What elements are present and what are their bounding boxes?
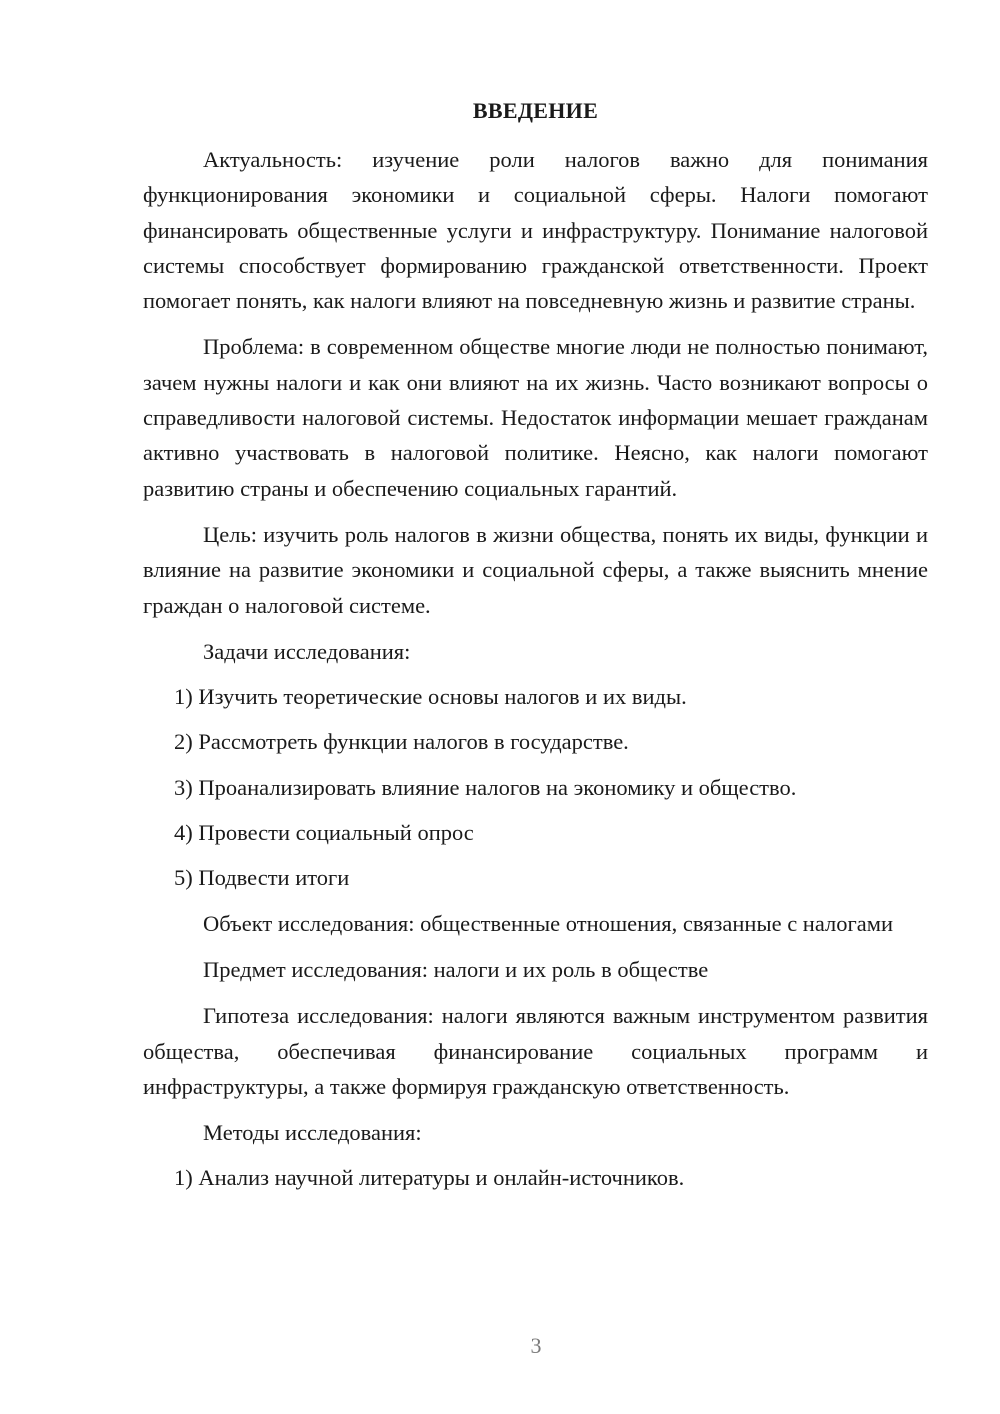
problem-paragraph: Проблема: в современном обществе многие люди не полностью понимают, зачем нужны налоги и как они влияют на их жизнь. Часто возникают вопросы о справедливости налоговой системы. Недостаток информации мешает гражданам активно участвовать в налоговой политике. Неясно, как налоги помогают развитию страны и обеспечению социальных гарантий.: [143, 334, 928, 501]
subject-paragraph: Предмет исследования: налоги и их роль в обществе: [203, 956, 709, 982]
page-title: ВВЕДЕНИЕ: [472, 98, 599, 123]
document-page: [143, 96, 928, 1206]
tasks-heading: Задачи исследования:: [203, 638, 411, 664]
method-item-1: 1) Анализ научной литературы и онлайн-источников.: [174, 1165, 685, 1191]
task-item-3: 3) Проанализировать влияние налогов на экономику и общество.: [174, 774, 797, 800]
page-number: 3: [530, 1333, 542, 1358]
task-item-1: 1) Изучить теоретические основы налогов и их виды.: [174, 684, 687, 710]
object-paragraph: Объект исследования: общественные отношения, связанные с налогами: [203, 910, 894, 936]
relevance-paragraph: Актуальность: изучение роли налогов важно для понимания функционирования экономики и социальной сферы. Налоги помогают финансировать общественные услуги и инфраструктуру. Понимание налоговой системы способствует формированию гражданской ответственности. Проект помогает понять, как налоги влияют на повседневную жизнь и развитие страны.: [143, 147, 928, 314]
goal-paragraph: Цель: изучить роль налогов в жизни общества, понять их виды, функции и влияние на развитие экономики и социальной сферы, а также выяснить мнение граждан о налоговой системе.: [143, 521, 928, 618]
task-item-4: 4) Провести социальный опрос: [174, 820, 474, 846]
methods-heading: Методы исследования:: [203, 1120, 422, 1146]
hypothesis-paragraph: Гипотеза исследования: налоги являются важным инструментом развития общества, обеспечивая финансирование социальных программ и инфраструктуры, а также формируя гражданскую ответственность.: [143, 1003, 928, 1099]
task-item-5: 5) Подвести итоги: [174, 865, 350, 891]
task-item-2: 2) Рассмотреть функции налогов в государстве.: [174, 729, 629, 755]
